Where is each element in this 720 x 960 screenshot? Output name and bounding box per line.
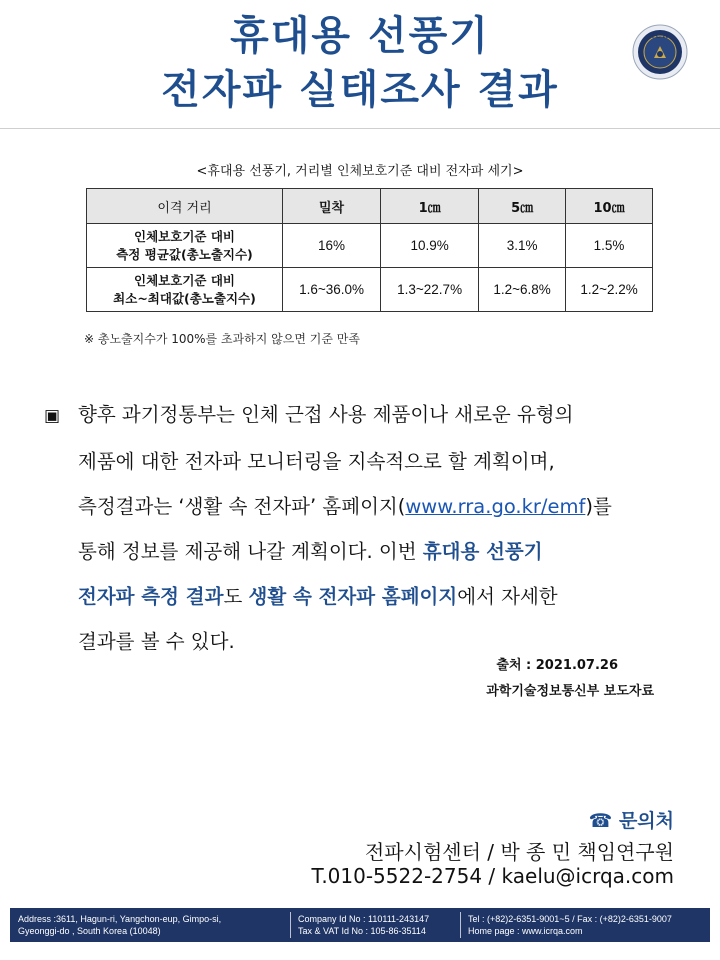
footer-contact: Tel : (+82)2-6351-9001~5 / Fax : (+82)2-6351-9007 Home page : www.icrqa.com [468, 914, 672, 936]
table-header-5cm: 5㎝ [479, 189, 566, 224]
footer-company-ids: Company Id No : 110111-243147 Tax & VAT Id No : 105-86-35114 [298, 914, 430, 936]
icr-seal-logo [632, 24, 688, 80]
body-line-5: 전자파 측정 결과도 생활 속 전자파 홈페이지에서 자세한 [78, 585, 558, 608]
table-cell: 1.6~36.0% [283, 268, 381, 312]
body-line-4: 통해 정보를 제공해 나갈 계획이다. 이번 휴대용 선풍기 [78, 540, 543, 563]
emf-homepage-link[interactable]: www.rra.go.kr/emf [405, 495, 586, 518]
table-header-10cm: 10㎝ [566, 189, 653, 224]
table-cell: 16% [283, 224, 381, 268]
table-caption: <휴대용 선풍기, 거리별 인체보호기준 대비 전자파 세기> [196, 164, 524, 179]
bullet-icon: ▣ [44, 406, 61, 426]
page-title-line2: 전자파 실태조사 결과 [161, 67, 559, 113]
table-cell: 1.3~22.7% [381, 268, 479, 312]
row-label-line2: 측정 평균값(총노출지수) [116, 246, 253, 262]
body-line-3: 측정결과는 ‘생활 속 전자파’ 홈페이지(www.rra.go.kr/emf)를 [78, 495, 612, 518]
highlight-text: 휴대용 선풍기 [422, 540, 543, 563]
body-line-1: ▣ 향후 과기정통부는 인체 근접 사용 제품이나 새로운 유형의 [44, 392, 684, 439]
highlight-text: 전자파 측정 결과 [78, 585, 224, 608]
table-footnote: ※ 총노출지수가 100%를 초과하지 않으면 기준 만족 [84, 332, 360, 346]
highlight-text: 생활 속 전자파 홈페이지 [248, 585, 458, 608]
table-cell: 1.2~2.2% [566, 268, 653, 312]
footer-address: Address :3611, Hagun-ri, Yangchon-eup, Gimpo-si, Gyeonggi-do , South Korea (10048) [18, 914, 222, 936]
row-label-line1: 인체보호기준 대비 [134, 272, 235, 288]
footer-homepage: Home page : www.icrqa.com [468, 926, 583, 936]
row-label-average [87, 224, 283, 268]
table-cell: 1.5% [566, 224, 653, 268]
row-label-line2: 최소~최대값(총노출지수) [113, 290, 256, 306]
row-label-min-max [87, 268, 283, 312]
source-date: 출처 : 2021.07.26 [496, 658, 618, 673]
contact-heading: ☎ 문의처 [588, 810, 674, 832]
title-divider [0, 128, 720, 129]
table-cell: 10.9% [381, 224, 479, 268]
contact-person: 전파시험센터 / 박 종 민 책임연구원 [364, 840, 674, 864]
table-cell: 1.2~6.8% [479, 268, 566, 312]
page-title-line1: 휴대용 선풍기 [230, 13, 490, 59]
footer-bar [10, 908, 710, 942]
table-header-distance: 이격 거리 [87, 189, 283, 224]
body-paragraph [44, 392, 684, 664]
source-publisher: 과학기술정보통신부 보도자료 [486, 684, 654, 699]
row-label-line1: 인체보호기준 대비 [134, 228, 235, 244]
body-line-6: 결과를 볼 수 있다. [78, 630, 235, 653]
logo-text: I C R [652, 33, 668, 40]
table-cell: 3.1% [479, 224, 566, 268]
emf-results-table [86, 188, 653, 312]
table-row [87, 268, 653, 312]
contact-phone-email: T.010-5522-2754 / kaelu@icrqa.com [311, 864, 674, 888]
table-header-1cm: 1㎝ [381, 189, 479, 224]
body-line-2: 제품에 대한 전자파 모니터링을 지속적으로 할 계획이며, [78, 450, 555, 473]
table-row [87, 224, 653, 268]
footer-divider [460, 912, 461, 938]
footer-divider [290, 912, 291, 938]
table-header-contact: 밀착 [283, 189, 381, 224]
